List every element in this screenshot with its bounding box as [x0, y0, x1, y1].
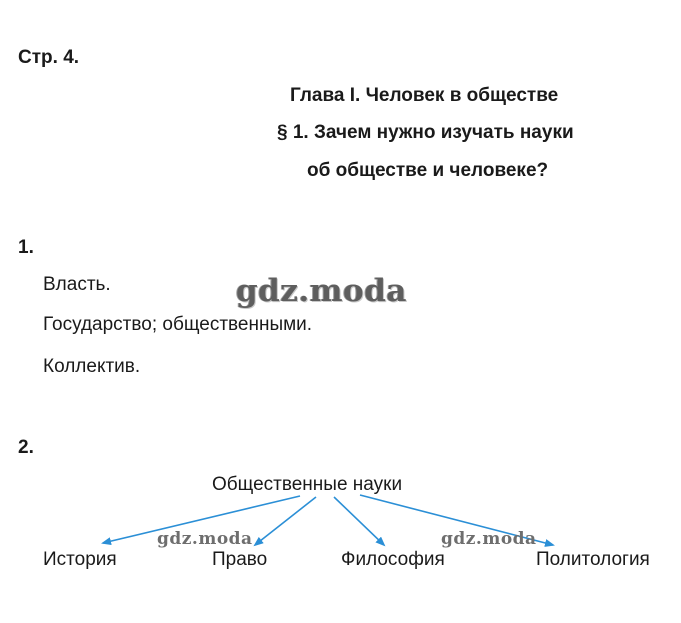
watermark-small-right: gdz.moda — [441, 529, 537, 549]
diagram-node-politology: Политология — [536, 549, 650, 570]
diagram-node-law: Право — [212, 549, 268, 570]
diagram-node-philosophy: Философия — [341, 549, 445, 570]
task-2-number: 2. — [18, 437, 34, 458]
task-1-answer-2: Государство; общественными. — [43, 314, 313, 335]
section-title-line-1: § 1. Зачем нужно изучать науки — [277, 122, 574, 143]
task-1-answer-3: Коллектив. — [43, 356, 141, 377]
task-1-answer-1: Власть. — [43, 274, 111, 295]
task-1-number: 1. — [18, 237, 34, 258]
watermark-small-left: gdz.moda — [157, 529, 253, 549]
diagram-node-history: История — [43, 549, 117, 570]
chapter-title: Глава I. Человек в обществе — [290, 85, 559, 106]
diagram-root-node: Общественные науки — [212, 474, 403, 495]
arrow-to-philosophy — [334, 497, 384, 545]
page-label: Стр. 4. — [18, 47, 80, 68]
watermark-large: gdz.moda — [236, 273, 407, 309]
section-title-line-2: об обществе и человеке? — [307, 160, 549, 181]
